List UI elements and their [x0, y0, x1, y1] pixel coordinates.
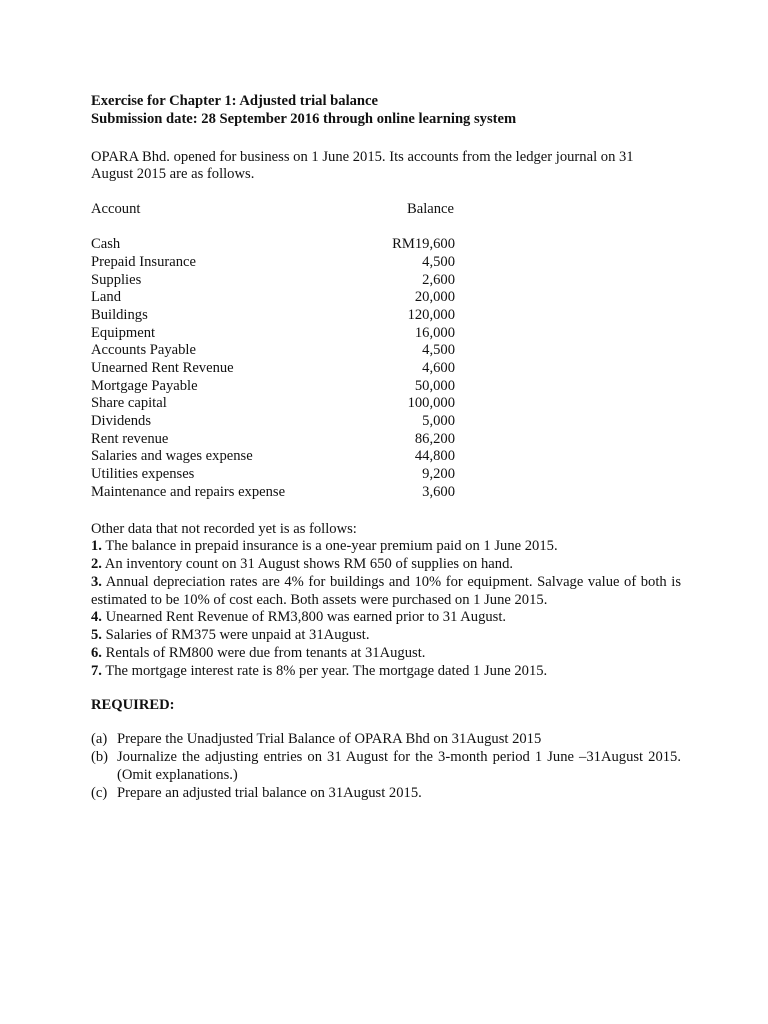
item-label: (b) [91, 749, 109, 766]
item-label: (a) [91, 731, 108, 748]
item-text: Unearned Rent Revenue of RM3,800 was earned prior to 31 August. [105, 609, 507, 626]
item-number: 2. [91, 556, 102, 573]
table-row [91, 272, 681, 290]
column-balance-header: Balance [407, 201, 454, 218]
item-text: Journalize the adjusting entries on 31 August for the 3-month period 1 June –31August 2015. (Omit explanations.) [117, 749, 681, 784]
account-name: Cash [91, 236, 121, 253]
account-balance: 44,800 [414, 448, 455, 465]
table-row [91, 448, 681, 466]
table-row [91, 307, 681, 325]
list-item [91, 731, 681, 749]
account-table [91, 236, 681, 501]
account-name: Utilities expenses [91, 466, 195, 483]
list-item [91, 556, 681, 574]
account-balance: 20,000 [414, 289, 455, 306]
item-number: 5. [91, 627, 102, 644]
table-row [91, 325, 681, 343]
other-data-section [91, 521, 681, 681]
item-label: (c) [91, 784, 108, 801]
item-number: 6. [91, 645, 102, 662]
list-item [91, 749, 681, 785]
list-item [91, 627, 681, 645]
account-balance: 86,200 [414, 430, 455, 447]
table-row [91, 360, 681, 378]
item-number: 7. [91, 662, 102, 679]
list-item [91, 574, 681, 610]
item-text: Rentals of RM800 were due from tenants at 31August. [105, 645, 426, 662]
list-item [91, 785, 681, 803]
list-item [91, 663, 681, 681]
document-page [91, 93, 681, 803]
table-row [91, 289, 681, 307]
item-text: Annual depreciation rates are 4% for buildings and 10% for equipment. Salvage value of both is estimated to be 10% of cost each. Both assets were purchased on 1 June 2015. [91, 573, 681, 608]
intro-paragraph: OPARA Bhd. opened for business on 1 June 2015. Its accounts from the ledger journal on 31 August 2015 are as follows. [91, 148, 634, 183]
list-item [91, 538, 681, 556]
item-text: An inventory count on 31 August shows RM 650 of supplies on hand. [104, 556, 514, 573]
account-balance: 3,600 [422, 483, 455, 500]
table-row [91, 466, 681, 484]
item-text: Prepare an adjusted trial balance on 31August 2015. [117, 784, 422, 801]
account-balance: 4,600 [422, 360, 455, 376]
other-data-heading: Other data that not recorded yet is as follows: [91, 520, 357, 537]
table-header [91, 201, 681, 219]
table-row [91, 413, 681, 431]
table-row [91, 395, 681, 413]
account-name: Equipment [91, 324, 156, 341]
item-text: The balance in prepaid insurance is a one-year premium paid on 1 June 2015. [105, 538, 558, 555]
required-list [91, 731, 681, 802]
account-balance: 2,600 [422, 271, 455, 288]
item-text: Salaries of RM375 were unpaid at 31August. [105, 627, 370, 644]
account-name: Prepaid Insurance [91, 253, 196, 270]
table-row [91, 378, 681, 396]
account-name: Rent revenue [91, 430, 169, 447]
table-row [91, 342, 681, 360]
account-balance: 9,200 [422, 466, 455, 483]
item-number: 1. [91, 538, 102, 555]
account-name: Buildings [91, 306, 148, 323]
item-number: 3. [91, 573, 102, 590]
account-name: Mortgage Payable [91, 377, 198, 394]
list-item [91, 645, 681, 663]
account-name: Dividends [91, 413, 151, 430]
required-heading: REQUIRED: [91, 696, 175, 713]
account-name: Maintenance and repairs expense [91, 483, 286, 500]
account-name: Accounts Payable [91, 342, 196, 359]
account-name: Supplies [91, 271, 142, 288]
exercise-title: Exercise for Chapter 1: Adjusted trial balance [91, 93, 378, 109]
account-balance: 5,000 [422, 413, 455, 430]
item-text: The mortgage interest rate is 8% per year. The mortgage dated 1 June 2015. [105, 662, 548, 679]
table-row [91, 254, 681, 272]
account-balance: 100,000 [407, 395, 455, 412]
account-name: Share capital [91, 395, 167, 412]
table-row [91, 484, 681, 502]
account-name: Salaries and wages expense [91, 448, 253, 465]
account-balance: 16,000 [414, 324, 455, 341]
account-balance: RM19,600 [392, 236, 455, 253]
account-balance: 50,000 [414, 377, 455, 394]
account-name: Land [91, 289, 121, 306]
account-name: Unearned Rent Revenue [91, 360, 234, 376]
table-row [91, 431, 681, 449]
column-account-header: Account [91, 201, 141, 218]
list-item [91, 609, 681, 627]
item-number: 4. [91, 609, 102, 626]
table-row [91, 236, 681, 254]
item-text: Prepare the Unadjusted Trial Balance of OPARA Bhd on 31August 2015 [117, 731, 542, 748]
account-balance: 4,500 [422, 253, 455, 270]
submission-date: Submission date: 28 September 2016 through online learning system [91, 110, 517, 127]
account-balance: 4,500 [422, 342, 455, 359]
account-balance: 120,000 [407, 306, 455, 323]
